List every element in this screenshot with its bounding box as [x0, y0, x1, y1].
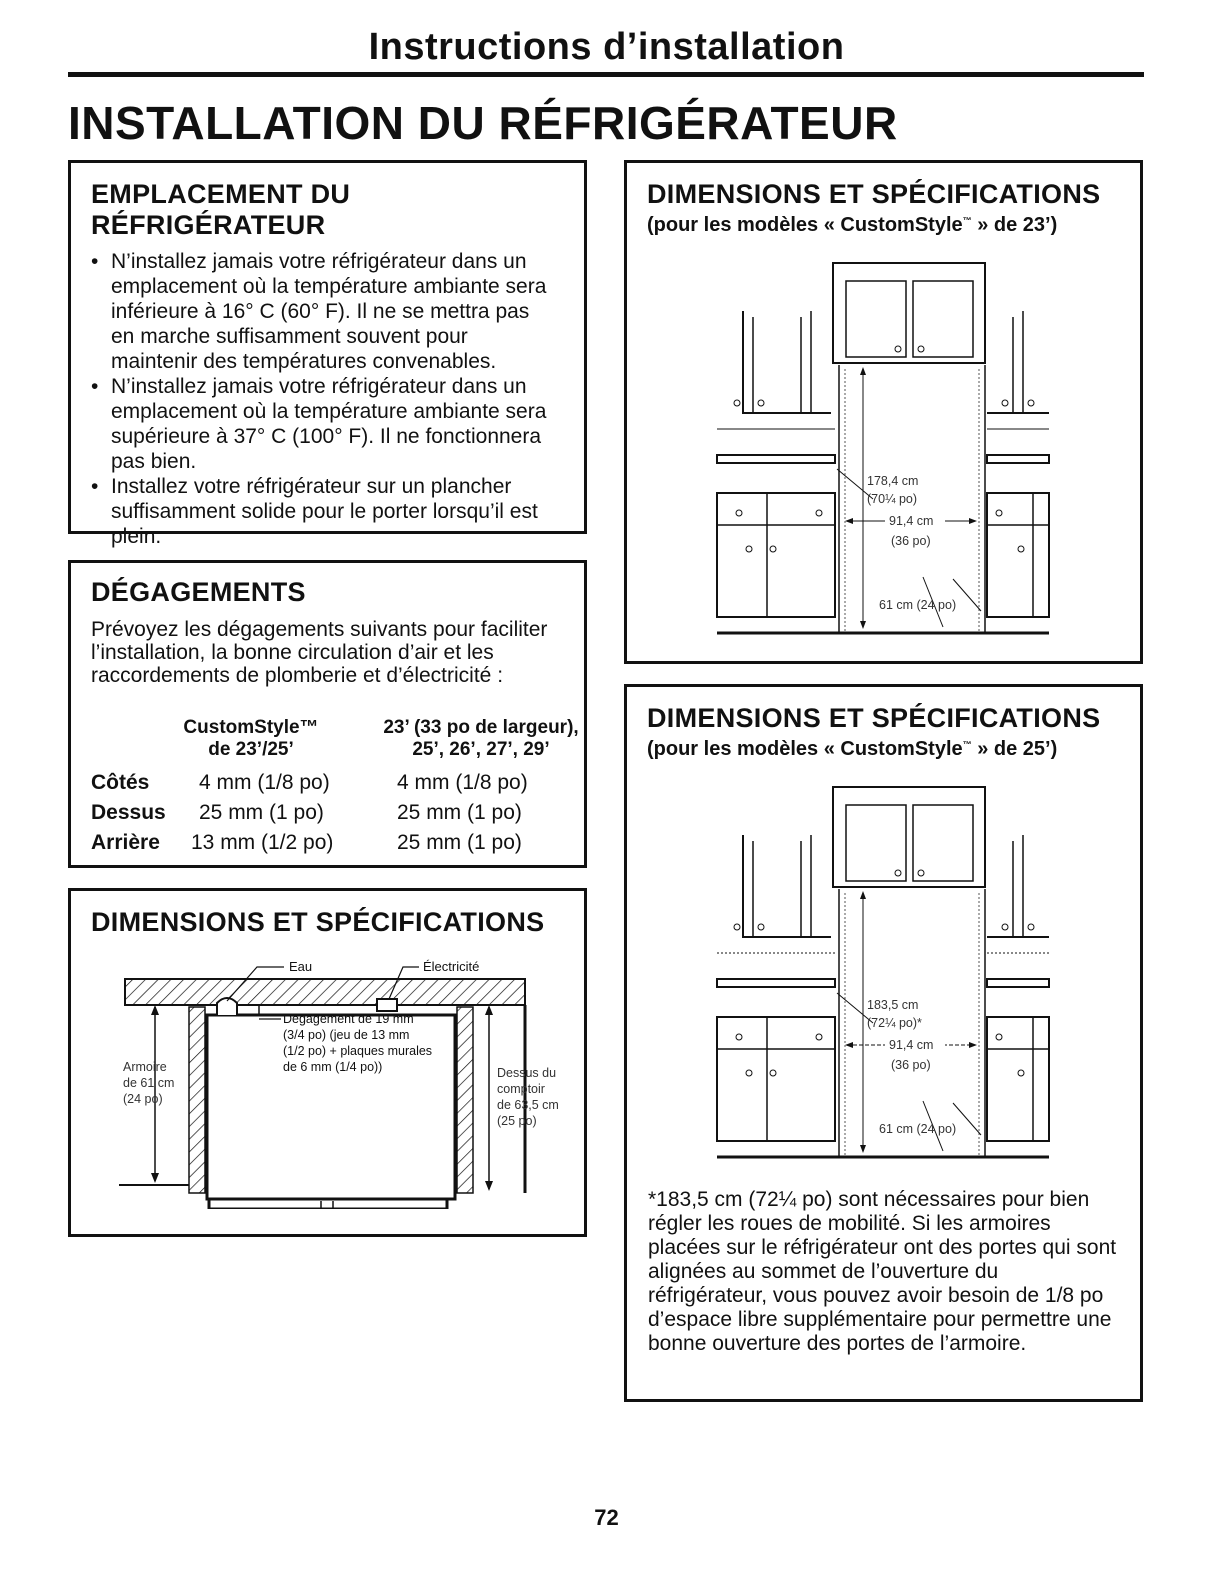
left-cabinet: [189, 1007, 205, 1193]
right-cabinet: [457, 1007, 473, 1193]
arrowhead: [485, 1005, 493, 1015]
left-base-cabinet: [717, 493, 835, 617]
dimensions-25-subtitle: (pour les modèles « CustomStyle™ » de 25’): [647, 738, 1058, 760]
dimensions-top-view-box: [68, 888, 587, 1237]
arrowhead: [845, 1042, 853, 1048]
arrowhead: [151, 1005, 159, 1015]
electric-outlet: [377, 999, 397, 1011]
cabinet-depth-label: Armoire de 61 cm (24 po): [123, 1060, 175, 1106]
knob: [758, 924, 764, 930]
front-view-diagram-23: [713, 261, 1053, 639]
dimensions-top-view-title: DIMENSIONS ET SPÉCIFICATIONS: [91, 907, 545, 937]
arrowhead: [485, 1181, 493, 1191]
header-title: Instructions d’installation: [368, 26, 845, 68]
width-label: 91,4 cm (36 po): [889, 1038, 934, 1072]
arrowhead: [860, 1145, 866, 1153]
location-box: [68, 160, 587, 548]
dimensions-23-subtitle: (pour les modèles « CustomStyle™ » de 23’): [647, 214, 1058, 236]
knob: [1028, 400, 1034, 406]
knob: [1002, 924, 1008, 930]
arrowhead: [860, 891, 866, 899]
refrigerator-door: [209, 1199, 447, 1209]
arrowhead: [845, 518, 853, 524]
knob: [734, 400, 740, 406]
perspective-line: [953, 1103, 981, 1135]
clearance-value: 25 mm (1 po): [397, 831, 522, 854]
right-countertop: [987, 455, 1049, 463]
wall: [125, 979, 525, 1005]
arrowhead: [969, 518, 977, 524]
arrowhead: [151, 1173, 159, 1183]
depth-label: 61 cm (24 po): [879, 598, 957, 612]
left-wall-cabinet: [743, 311, 831, 413]
left-wall-cabinet: [743, 835, 831, 937]
left-countertop: [717, 979, 835, 987]
clearance-value: 13 mm (1/2 po): [191, 831, 334, 854]
knob: [1028, 924, 1034, 930]
clearance-value: 25 mm (1 po): [397, 801, 522, 824]
height-label: 183,5 cm (72¼ po)*: [867, 998, 922, 1030]
refrigerator-body: [207, 1015, 455, 1199]
upper-cabinet: [833, 787, 985, 887]
height-label: 178,4 cm (70¼ po): [867, 474, 919, 506]
clearances-intro: Prévoyez les dégagements suivants pour faciliter l’installation, la bonne circulation d’air et les raccordements de plomberie et d’électricité :: [91, 618, 548, 687]
clearance-value: 4 mm (1/8 po): [397, 771, 528, 794]
dimensions-23-title: DIMENSIONS ET SPÉCIFICATIONS: [647, 179, 1101, 209]
clearances-title: DÉGAGEMENTS: [91, 577, 306, 607]
perspective-line: [953, 579, 981, 611]
left-countertop: [717, 455, 835, 463]
arrowhead: [860, 621, 866, 629]
width-label: 91,4 cm (36 po): [889, 514, 934, 548]
knob: [758, 400, 764, 406]
knob: [1002, 400, 1008, 406]
location-bullet: • N’installez jamais votre réfrigérateur dans un emplacement où la température ambiante sera inférieure à 16° C (60° F). Il ne se mettra pas en marche suffisamment souvent pour maintenir des températures convenables.: [91, 249, 551, 374]
column-header-standard: 23’ (33 po de largeur), 25’, 26’, 27’, 29’: [383, 717, 579, 760]
footnote: *183,5 cm (72¼ po) sont nécessaires pour bien régler les roues de mobilité. Si les armoires placées sur le réfrigérateur ont des portes qui sont alignées au sommet de l’ouverture du réfrigérateur, vous pouvez avoir besoin de 1/8 po d’espace libre supplémentaire pour permettre une bonne ouverture des portes de l’armoire.: [648, 1188, 1117, 1355]
electric-label: Électricité: [423, 959, 480, 974]
depth-label: 61 cm (24 po): [879, 1122, 957, 1136]
clearance-row: Arrière: [91, 831, 160, 854]
clearances-box: [68, 560, 587, 868]
location-bullet: • N’installez jamais votre réfrigérateur dans un emplacement où la température ambiante sera supérieure à 37° C (100° F). Il ne fonctionnera pas bien.: [91, 374, 551, 474]
water-label: Eau: [289, 959, 313, 974]
page-number: 72: [594, 1505, 619, 1530]
arrowhead: [969, 1042, 977, 1048]
clearance-value: 4 mm (1/8 po): [199, 771, 330, 794]
dimensions-25-title: DIMENSIONS ET SPÉCIFICATIONS: [647, 703, 1101, 733]
dimensions-23-box: [624, 160, 1143, 664]
arrowhead: [860, 367, 866, 375]
clearance-row: Dessus: [91, 801, 166, 824]
header-rule: [68, 72, 1144, 77]
location-bullet: • Installez votre réfrigérateur sur un plancher suffisamment solide pour le porter lorsqu’il est plein.: [91, 474, 551, 549]
page-title: INSTALLATION DU RÉFRIGÉRATEUR: [68, 97, 898, 149]
top-view-diagram: [99, 949, 569, 1209]
clearance-value: 25 mm (1 po): [199, 801, 324, 824]
column-header-customstyle: CustomStyle™ de 23’/25’: [183, 717, 319, 760]
counter-depth-label: Dessus du comptoir de 63,5 cm (25 po): [497, 1066, 559, 1128]
right-countertop: [987, 979, 1049, 987]
clearance-note: Dégagement de 19 mm (3/4 po) (jeu de 13 mm (1/2 po) + plaques murales de 6 mm (1/4 po)): [283, 1012, 433, 1074]
location-bullets: [91, 249, 551, 549]
clearance-row: Côtés: [91, 771, 150, 794]
knob: [734, 924, 740, 930]
upper-cabinet: [833, 263, 985, 363]
front-view-diagram-25: [713, 785, 1053, 1163]
location-title: EMPLACEMENT DU RÉFRIGÉRATEUR: [91, 179, 351, 240]
left-base-cabinet: [717, 1017, 835, 1141]
